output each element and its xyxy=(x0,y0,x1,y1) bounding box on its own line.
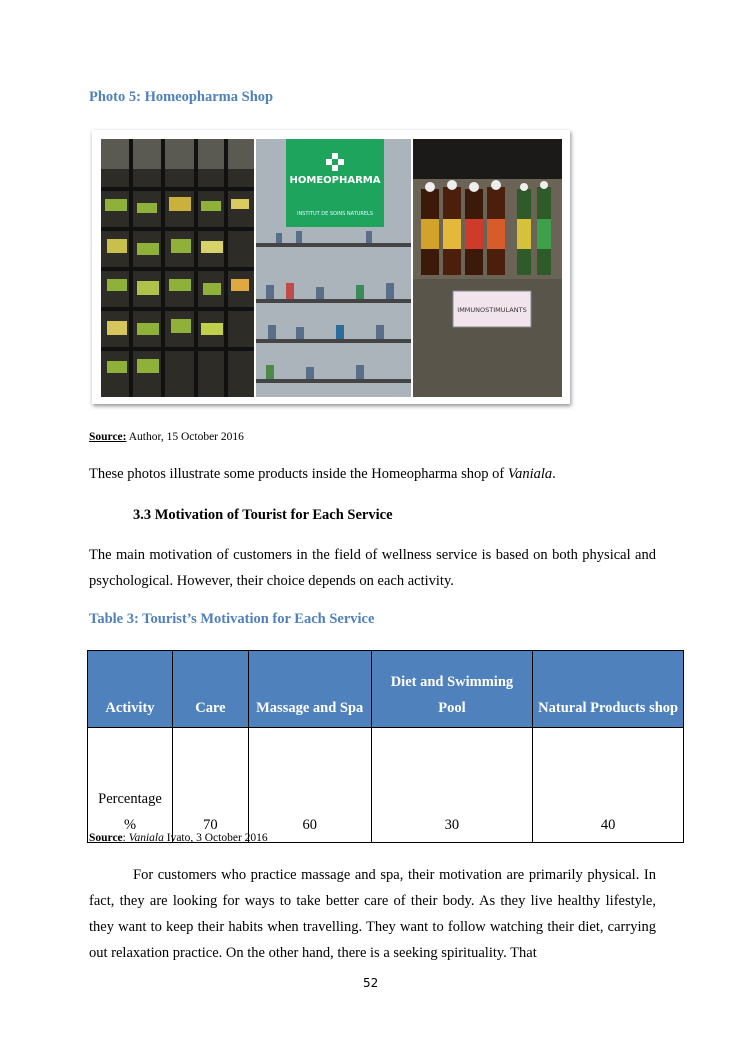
photo-source-text: Author, 15 October 2016 xyxy=(126,431,244,443)
photo-panel-bottles xyxy=(413,139,562,397)
header-diet-swimming: Diet and Swimming Pool xyxy=(371,651,533,728)
paragraph-motivation: The main motivation of customers in the field of wellness service is based on both physical and psychological. However, their choice depends on each activity. xyxy=(89,547,656,589)
homeopharma-photo xyxy=(92,130,570,404)
value-diet-swimming: 30 xyxy=(371,728,533,843)
table-row xyxy=(88,728,684,843)
value-massage-spa: 60 xyxy=(248,728,371,843)
para1-end: . xyxy=(552,466,556,482)
header-care: Care xyxy=(172,651,248,728)
table-header-row xyxy=(88,651,684,728)
table-source-text: Ivato, 3 October 2016 xyxy=(163,832,268,844)
sign-subtext: INSTITUT DE SOINS NATURELS xyxy=(296,211,374,217)
value-care: 70 xyxy=(172,728,248,843)
photo-source-label: Source: xyxy=(89,431,127,443)
table-source: Source: Vaniala Ivato, 3 October 2016 xyxy=(89,832,268,844)
photo-source xyxy=(89,431,244,443)
photo-caption: Photo 5: Homeopharma Shop xyxy=(89,89,274,105)
table-caption: Table 3: Tourist’s Motivation for Each Service xyxy=(89,611,375,627)
table-source-label: Source xyxy=(89,832,123,844)
page-number: 52 xyxy=(363,976,379,990)
header-natural-products: Natural Products shop xyxy=(533,651,684,728)
photo-panel-sign xyxy=(256,139,411,397)
section-heading: 3.3 Motivation of Tourist for Each Service xyxy=(133,507,393,523)
value-natural-products: 40 xyxy=(533,728,684,843)
paragraph-photo-description xyxy=(89,461,656,487)
header-massage-spa: Massage and Spa xyxy=(248,651,371,728)
sign-text: HOMEOPHARMA xyxy=(289,175,381,186)
table-source-italic: Vaniala xyxy=(128,832,164,844)
paragraph-massage-spa: For customers who practice massage and spa, their motivation are primarily physical. In fact, they are looking for ways to take better care of their body. As they live healthy lifestyle, they want to keep their habits when travelling. They want to follow watching their diet, carrying out relaxation practice. On the other hand, there is a seeking spirituality. That xyxy=(89,867,656,961)
header-activity: Activity xyxy=(88,651,173,728)
immunostimulants-label: IMMUNOSTIMULANTS xyxy=(457,306,527,314)
motivation-table xyxy=(87,650,684,843)
row-label-percentage: Percentage % xyxy=(88,728,173,843)
para1-text: These photos illustrate some products inside the Homeopharma shop of xyxy=(89,466,508,482)
para1-italic: Vaniala xyxy=(507,466,553,482)
photo-panel-shelves xyxy=(101,139,254,397)
